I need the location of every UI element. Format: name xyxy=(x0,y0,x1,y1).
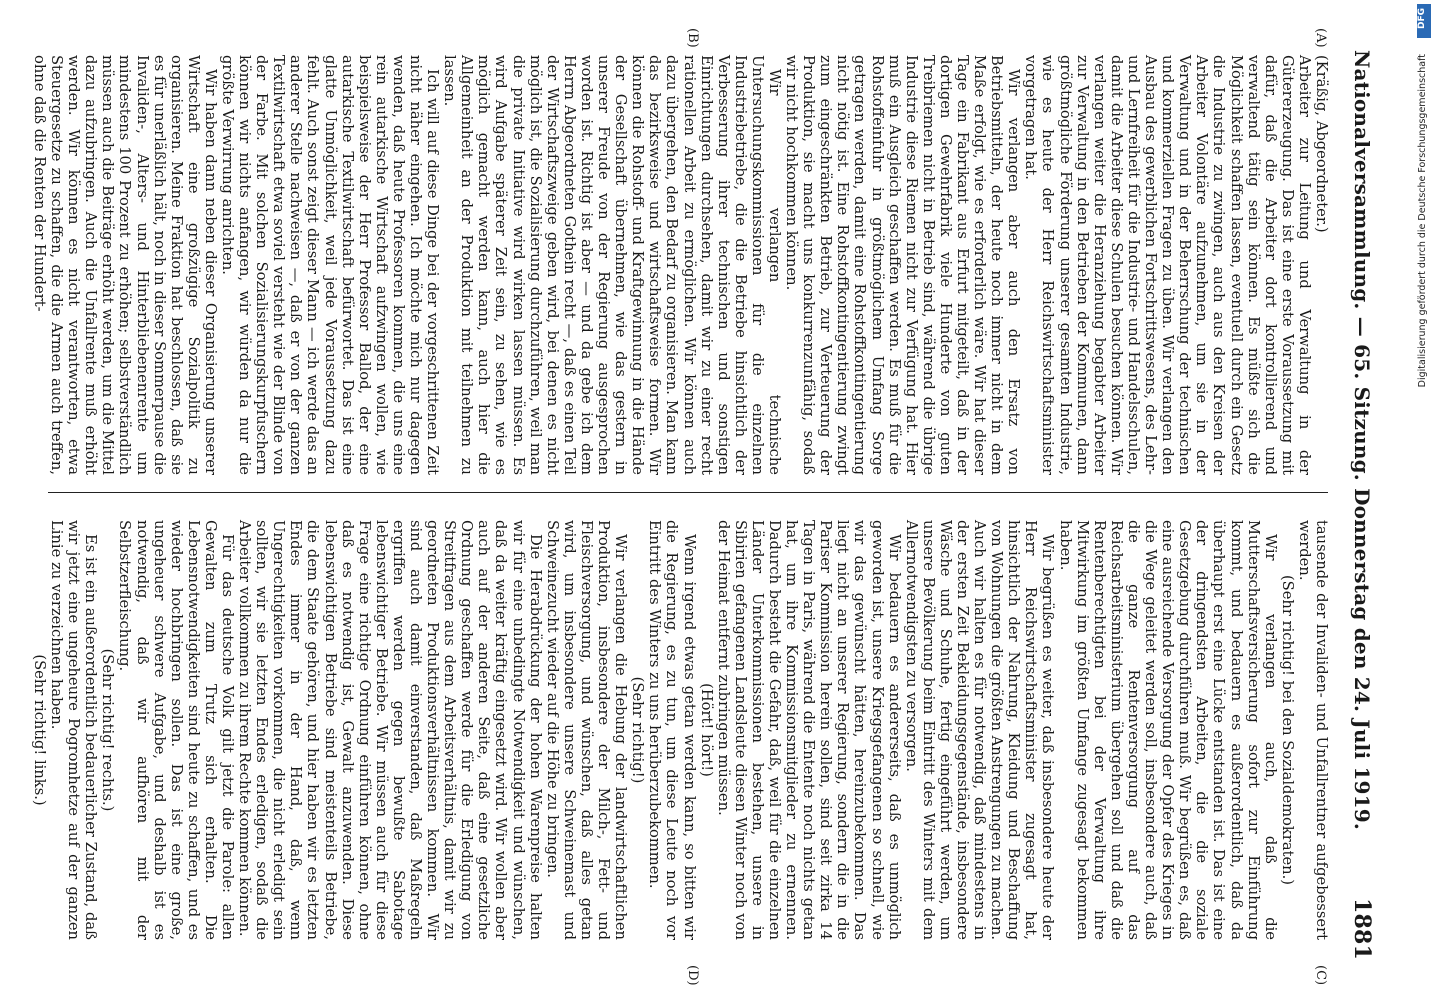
paragraph: Wir haben dann neben dieser Organisierung unserer Wirtschaft eine großzügige Sozialpolitik zu organisieren. Meine Fraktion hat beschlossen, daß sie es für unerläßlich hält, noch in dieser Sommerpause die Invaliden-, Alters- und Hinterbliebenenrente um mindestens 100 Prozent zu erhöhen; selbstverständlich müssen auch die Beiträge erhöht werden, um die Mittel dazu aufzubringen. Auch die Unfallrente muß erhöht werden. Wir können es nicht verantworten, etwa Steuergesetze zu schaffen, die die Armen auch treffen, ohne daß die Renten der Hundert- xyxy=(30,55,219,475)
digitization-credit xyxy=(1417,10,1431,570)
left-column xyxy=(30,55,1330,475)
paragraph: Die Herabdrückung der hohen Warenpreise halten wir für eine unbedingte Notwendigkeit und wünschen, daß da weiter kräftig eingesetzt wird. Wir wollen aber auch auf der anderen Seite, daß eine gesetzliche Ordnung geschaffen werde für die Erledigung von Streitfragen aus dem Arbeitsverhältnis, damit wir zu geordneten Produktionsverhältnissen kommen. Wir sind auch damit einverstanden, daß Maßregeln ergriffen werden gegen bewußte Sabotage lebenswichtiger Betriebe. Wir müssen auch für diese Frage eine richtige Ordnung einführen können, ohne daß es notwendig ist, Gewalt anzuwenden. Diese lebenswichtigen Betriebe sind meistenteils Betriebe, die dem Staate gehören, und hier haben wir es letzten Endes immer in der Hand, daß, wenn Ungerechtigkeiten vorkommen, die nicht erledigt sein sollten, wir sie letzten Endes erledigen, sodaß die Arbeiter vollkommen zu ihrem Rechte kommen können. xyxy=(236,520,544,940)
paragraph: Wir begrüßen es weiter, daß insbesondere heute der Herr Reichswirtschaftsminister zugesagt hat, hinsichtlich der Nahrung, Kleidung und Beschaffung von Wohnungen die größten Anstrengungen zu machen. Auch wir halten es für notwendig, daß mindestens in der ersten Zeit Bekleidungsgegenstände, insbesondere Wäsche und Schuhe, fertig eingeführt werden, um unsere Bevölkerung beim Eintritt des Winters mit dem Allernotwendigsten zu versorgen. xyxy=(902,520,1057,940)
page-number: 1881 xyxy=(1349,897,1375,960)
interjection: (Sehr richtig!) xyxy=(629,676,647,784)
interjection: (Sehr richtig! links.) xyxy=(30,654,48,806)
page-header xyxy=(1342,50,1382,960)
paragraph: Wir verlangen die Hebung der landwirtschaftlichen Produktion, insbesondere der Milch-, Fett- und Fleischversorgung, und wünschen, daß alles getan wird, um insbesondere unsere Schweinemast und Schweinezucht wieder auf die Höhe zu bringen. xyxy=(543,520,630,940)
margin-marker-a: (A) xyxy=(1313,28,1328,48)
paragraph: Wir bedauern es andererseits, daß es unmöglich geworden ist, unsere Kriegsgefangenen so schnell, wie wir das gewünscht hätten, hereinzubekommen. Das liegt nicht an unserer Regierung, sondern die in die Pariser Kommission herein sollen, sind seit zirka 14 Tagen in Paris, während die Entente noch nichts getan hat, um ihre Kommissionsmitglieder zu ernennen. Dadurch besteht die Gefahr, daß, weil für die einzelnen Länder Unterkommissionen bestehen, unsere in Sibirien gefangenen Landsleute diesen Winter noch von der Heimat entfernt zubringen müssen. xyxy=(714,520,903,940)
margin-marker-d: (D) xyxy=(685,965,700,986)
document-page xyxy=(20,0,1400,1000)
paragraph: Wir verlangen auch, daß die Mutterschaftsversicherung sofort zur Einführung kommt, und bedauern es außerordentlich, daß da überhaupt erst eine Lücke entstanden ist. Das ist eine der dringendsten Arbeiten, die die soziale Gesetzgebung durchführen muß. Wir begrüßen es, daß eine ausreichende Versorgung der Opfer des Krieges in die Wege geleitet werden soll, insbesondere auch, daß die ganze Rentenversorgung auf das Reichsarbeitsministerium übergehen soll und daß die Rentenberechtigten bei der Verwaltung ihre Mitwirkung im größten Umfange zugesagt bekommen haben. xyxy=(1056,520,1279,940)
paragraph: Ich will auf diese Dinge bei der vorgeschrittenen Zeit nicht näher eingehen. Ich möchte mich nur dagegen wenden, daß heute Professoren kommen, die uns eine rein autarkische Wirtschaft aufzwingen wollen, wie beispielsweise der Herr Professor Ballod, der eine autarkische Textilwirtschaft befürwortet. Das ist eine glatte Unmöglichkeit, weil jede Voraussetzung dazu fehlt. Auch sonst zeigt dieser Mann — ich werde das an anderer Stelle nachweisen —, daß er von der ganzen Textilwirtschaft etwa soviel versteht wie der Blinde von der Farbe. Mit solchen Sozialisierungskurpfuschern können wir nichts anfangen, wir würden da nur die größte Verwirrung anrichten. xyxy=(219,55,442,475)
margin-marker-c: (C) xyxy=(1313,965,1328,986)
credit-text: Digitalisierung gefördert durch die Deutsche Forschungsgemeinschaft xyxy=(1417,54,1428,388)
paragraph: Wenn irgend etwas getan werden kann, so bitten wir die Regierung, es zu tun, um diese Leute noch vor Eintritt des Winters zu uns herüberzubekommen. xyxy=(646,520,698,940)
speaker-label: (Kräßig, Abgeordneter.) xyxy=(1313,55,1330,233)
paragraph: Es ist ein außerordentlich bedauerlicher Zustand, daß wir jetzt eine ungeheure Pogromhetze auf der ganzen Linie zu verzeichnen haben. xyxy=(48,520,100,940)
paragraph: Wir verlangen aber auch den Ersatz von Betriebsmitteln, der heute noch immer nicht in dem Maße erfolgt, wie es erforderlich wäre. Wir hat dieser Tage ein Fabrikant aus Erfurt mitgeteilt, daß in der dortigen Gewehrfabrik viele Hunderte von guten Treibriemen nicht in Betrieb sind, während die übrige Industrie diese Riemen nicht zur Verfügung hat. Hier muß ein Ausgleich geschaffen werden. Es muß für die Rohstoffeinfuhr in größtmöglichem Umfang Sorge getragen werden, damit eine Rohstoffkontingentierung nicht nötig ist. Eine Rohstoffkontingentierung zwingt zum eingeschränkten Betrieb, zur Verteuerung der Produktion, sie macht uns konkurrenzunfähig, sodaß wir nicht hochkommen können. xyxy=(783,55,1023,475)
header-title: Nationalversammlung. — 65. Sitzung. Donnerstag den 24. Juli 1919. xyxy=(1350,50,1374,831)
paragraph: Wir verlangen technische Untersuchungskommissionen für die einzelnen Industriebetriebe, die die Betriebe hinsichtlich der Verbesserung ihrer technischen und sonstigen Einrichtungen durchsehen, damit wir zu einer recht rationellen Arbeit zu ermöglichen. Wir können auch dazu übergehen, den Bedarf zu organisieren. Man kann das bezirksweise und wirtschaftsweise formen. Wir können die Rohstoff- und Kraftgewinnung in die Hände der Gesellschaft übernehmen, wie das gestern in unserer Freude von der Regierung ausgesprochen worden ist. Richtig ist aber — und da gebe ich dem Herrn Abgeordneten Gothein recht —, daß es einen Teil der Wirtschaftszweige geben wird, bei denen es nicht möglich ist, die Sozialisierung durchzuführen, weil man die private Initiative wird wirken lassen müssen. Es wird Aufgabe späterer Zeit sein, zu sehen, wie es möglich gemacht werden kann, auch hier die Allgemeinheit an der Produktion mit teilnehmen zu lassen. xyxy=(441,55,783,475)
paragraph: tausende der Invaliden- und Unfallrentner aufgebessert werden. xyxy=(1295,520,1330,940)
dfg-logo: DFG xyxy=(1417,4,1431,38)
paragraph: Für das deutsche Volk gilt jetzt die Parole: allen Gewalten zum Trutz sich erhalten. Die Lebensnotwendigkeiten sind heute zu schaffen, und es wieder hochbringen sollen. Das ist eine große, ungeheuer schwere Aufgabe, und deshalb ist es notwendig, daß wir aufhören mit der Selbstzerfleischung. xyxy=(116,520,236,940)
margin-marker-b: (B) xyxy=(685,28,700,48)
interjection: (Sehr richtig! rechts.) xyxy=(99,648,117,812)
interjection: (Sehr richtig! bei den Sozialdemokraten.) xyxy=(1278,574,1296,886)
column-divider xyxy=(48,492,1328,493)
paragraph: Arbeiter zur Leitung und Verwaltung in der Gütererzeugung. Das ist eine erste Voraussetzung mit dafür, daß die Arbeiter dort kontrollierend und verwaltend tätig sein können. Es müßte sich die Möglichkeit schaffen lassen, eventuell durch ein Gesetz die Industrie zu zwingen, auch aus den Kreisen der Arbeiter Volontäre aufzunehmen, um sie in der Verwaltung und in der Beherrschung der technischen und kommerziellen Fragen zu üben. Wir verlangen den Ausbau des gewerblichen Fortschrittswesens, des Lehr- und Lernfreiheit für die Industrie- und Handelsschulen, damit die Arbeiter diese Schulen besuchen können. Wir verlangen weiter die Heranziehung begabter Arbeiter zur Verwaltung in den Betrieben der Kommunen, dann größtmögliche Förderung unserer gesamten Industrie, wie es heute der Herr Reichswirtschaftsminister vorgetragen hat. xyxy=(1022,55,1313,475)
right-column xyxy=(30,520,1330,940)
interjection: (Hört! hört!) xyxy=(697,683,715,777)
